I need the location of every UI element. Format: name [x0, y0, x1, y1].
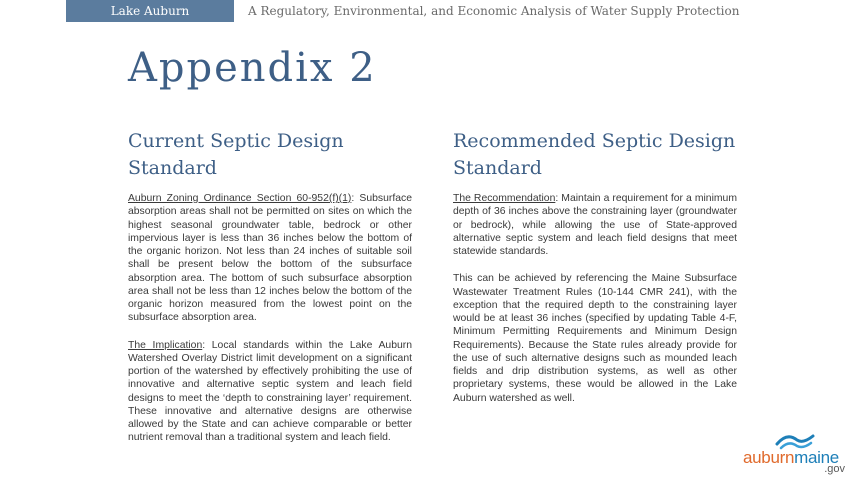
waves-logo-icon [773, 430, 817, 450]
auburnmaine-logo [743, 430, 847, 474]
logo-suffix: .gov [824, 463, 845, 475]
header-tag: Lake Auburn [66, 0, 234, 22]
recommended-standard-heading: Recommended Septic Design Standard [453, 130, 736, 179]
ordinance-paragraph [128, 192, 412, 325]
header-subtitle: A Regulatory, Environmental, and Economic Analysis of Water Supply Protection [248, 4, 740, 18]
implication-text: : Local standards within the Lake Auburn Watershed Overlay District limit development on a significant portion of the watershed by effectively prohibiting the use of innovative and alternative septic system and leach field designs to meet the ‘depth to constraining layer’ requirement. These innovative and alternative designs are otherwise allowed by the State and can achieve comparable or better nutrient removal than a traditional system and leach field. [128, 339, 412, 444]
ordinance-text: : Subsurface absorption areas shall not be permitted on sites on which the highest seasonal groundwater table, bedrock or other impervious layer is less than 36 inches below the bottom of the organic horizon. Not less than 24 inches of suitable soil shall be present below the bottom of the subsurface absorption area. The bottom of such subsurface absorption area shall not be less than 12 inches below the bottom of the organic horizon measured from the lowest point on the subsurface absorption area. [128, 193, 412, 324]
logo-wordmark: auburnmaine [743, 448, 839, 467]
implementation-paragraph: This can be achieved by referencing the Maine Subsurface Wastewater Treatment Rules (10-144 CMR 241), with the exception that the required depth to the constraining layer would be at least 36 inches (specified by updating Table 4-F, Minimum Permitting Requirements and Minimum Design Requirements). Because the State rules already provide for the use of such alternative designs such as mounded leach fields and drip distribution systems, as well as other proprietary systems, these would be allowed in the Lake Auburn watershed as well. [453, 273, 737, 404]
recommendation-lead: The Recommendation [453, 193, 556, 204]
page-title: Appendix 2 [128, 45, 377, 91]
implication-paragraph [128, 339, 412, 445]
recommendation-text: : Maintain a requirement for a minimum depth of 36 inches above the constraining layer (groundwater or bedrock), while allowing the use of State-approved alternative septic system and leach field designs that meet statewide standards. [453, 193, 737, 257]
implication-lead: The Implication [128, 339, 203, 351]
recommendation-paragraph [453, 192, 737, 258]
recommended-standard-column [453, 128, 737, 419]
ordinance-reference: Auburn Zoning Ordinance Section 60-952(f)(1) [128, 193, 352, 204]
current-standard-column [128, 128, 412, 459]
current-standard-heading: Current Septic Design Standard [128, 130, 344, 179]
